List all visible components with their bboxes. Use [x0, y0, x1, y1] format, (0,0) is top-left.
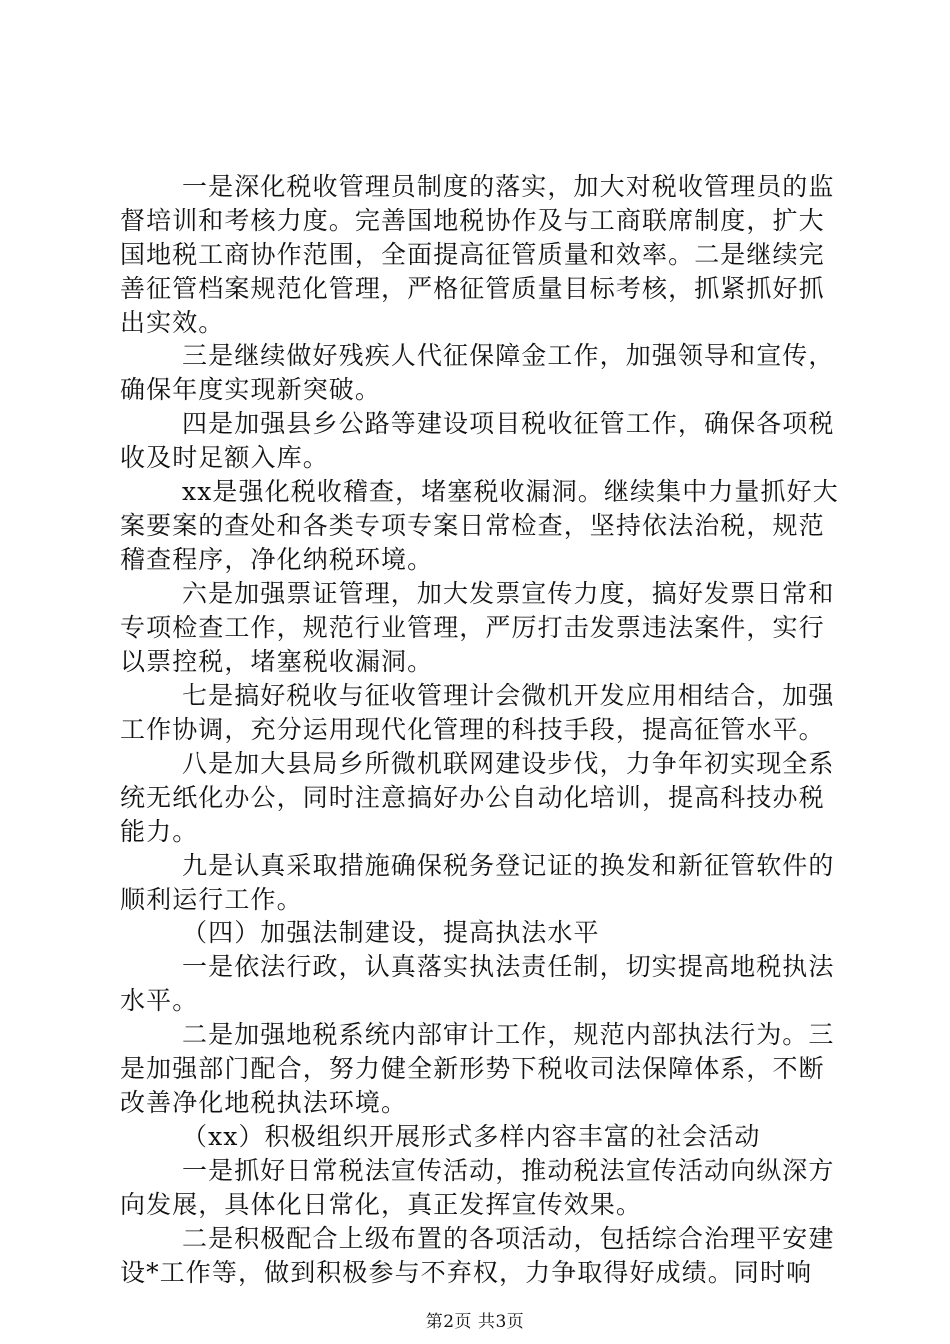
- paragraph-line: 改善净化地税执法环境。: [120, 1088, 408, 1117]
- paragraph-line: 一是依法行政，认真落实执法责任制，切实提高地税执法: [182, 952, 835, 981]
- paragraph-line: 能力。: [120, 817, 199, 846]
- paragraph-line: 三是继续做好残疾人代征保障金工作，加强领导和宣传，: [182, 341, 835, 370]
- paragraph-line: 案要案的查处和各类专项专案日常检查，坚持依法治税，规范: [120, 511, 825, 540]
- paragraph-line: xx是强化税收稽查，堵塞税收漏洞。继续集中力量抓好大: [182, 477, 839, 506]
- paragraph-line: 统无纸化办公，同时注意搞好办公自动化培训，提高科技办税: [120, 783, 825, 812]
- paragraph-line: 以票控税，堵塞税收漏洞。: [120, 647, 434, 676]
- paragraph-line: 顺利运行工作。: [120, 885, 303, 914]
- paragraph-line: 稽查程序，净化纳税环境。: [120, 545, 434, 574]
- paragraph-line: 是加强部门配合，努力健全新形势下税收司法保障体系，不断: [120, 1054, 825, 1083]
- section-heading: （xx）积极组织开展形式多样内容丰富的社会活动: [182, 1122, 761, 1151]
- paragraph-line: 出实效。: [120, 308, 225, 337]
- paragraph-line: 八是加大县局乡所微机联网建设步伐，力争年初实现全系: [182, 749, 835, 778]
- paragraph-line: 四是加强县乡公路等建设项目税收征管工作，确保各项税: [182, 409, 835, 438]
- paragraph-line: 专项检查工作，规范行业管理，严厉打击发票违法案件，实行: [120, 613, 825, 642]
- paragraph-line: 确保年度实现新突破。: [120, 375, 382, 404]
- paragraph-line: 二是加强地税系统内部审计工作，规范内部执法行为。三: [182, 1020, 835, 1049]
- paragraph-line: 向发展，具体化日常化，真正发挥宣传效果。: [120, 1190, 643, 1219]
- paragraph-line: 二是积极配合上级布置的各项活动，包括综合治理平安建: [182, 1224, 835, 1253]
- paragraph-line: 工作协调，充分运用现代化管理的科技手段，提高征管水平。: [120, 715, 825, 744]
- paragraph-line: 一是深化税收管理员制度的落实，加大对税收管理员的监: [182, 172, 835, 201]
- paragraph-line: 六是加强票证管理，加大发票宣传力度，搞好发票日常和: [182, 579, 835, 608]
- paragraph-line: 设*工作等，做到积极参与不弃权，力争取得好成绩。同时响: [120, 1258, 813, 1287]
- paragraph-line: 水平。: [120, 986, 199, 1015]
- paragraph-line: 七是搞好税收与征收管理计会微机开发应用相结合，加强: [182, 681, 835, 710]
- paragraph-line: 九是认真采取措施确保税务登记证的换发和新征管软件的: [182, 851, 835, 880]
- paragraph-line: 善征管档案规范化管理，严格征管质量目标考核，抓紧抓好抓: [120, 274, 825, 303]
- section-heading: （四）加强法制建设，提高执法水平: [182, 918, 600, 947]
- page-footer: 第2页 共3页: [425, 1312, 525, 1332]
- paragraph-line: 国地税工商协作范围，全面提高征管质量和效率。二是继续完: [120, 240, 825, 269]
- paragraph-line: 收及时足额入库。: [120, 443, 329, 472]
- paragraph-line: 督培训和考核力度。完善国地税协作及与工商联席制度，扩大: [120, 206, 825, 235]
- paragraph-line: 一是抓好日常税法宣传活动，推动税法宣传活动向纵深方: [182, 1156, 835, 1185]
